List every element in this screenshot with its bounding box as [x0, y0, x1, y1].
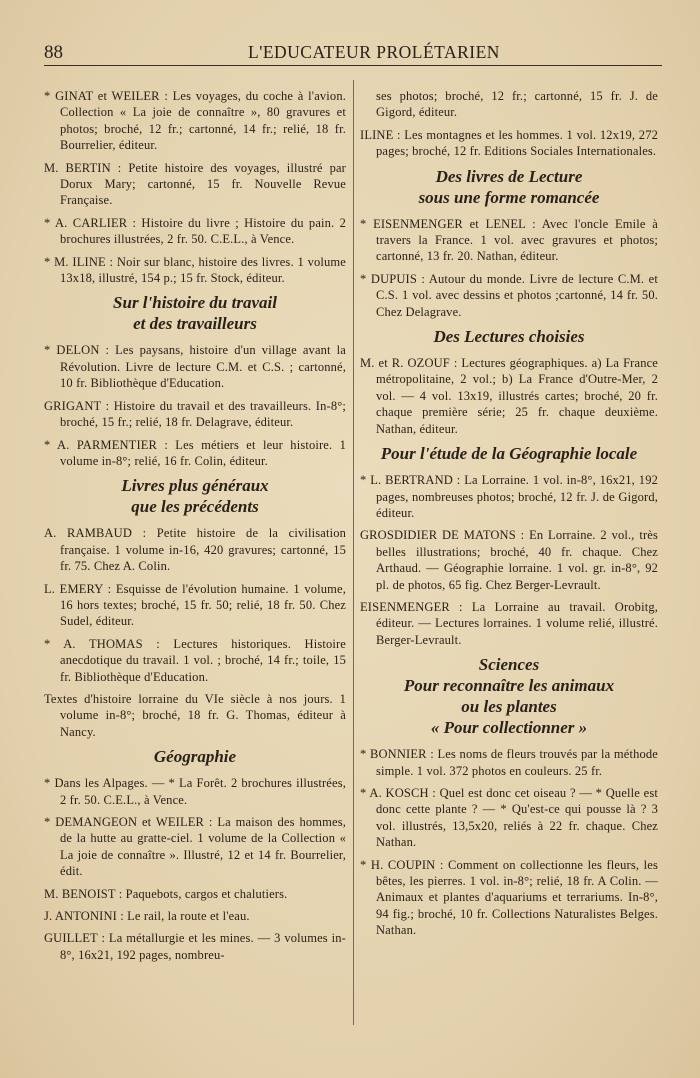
- bibliography-entry: A. RAMBAUD : Petite histoire de la civilisation française. 1 volume in-16, 420 gravures; cartonné, 15 fr. 75. Chez A. Colin.: [44, 526, 346, 574]
- bibliography-entry: * A. KOSCH : Quel est donc cet oiseau ? — * Quelle est donc cette plante ? — * Qu'est-ce qui pousse là ? 3 vol. illustrés, 13,5x20, reliés à 22 fr. chaque. Chez Nathan.: [360, 785, 658, 850]
- section-heading-line: et des travailleurs: [133, 314, 257, 334]
- section-heading: [360, 654, 658, 738]
- section-heading-line: Sciences: [478, 655, 540, 675]
- section-heading-line: Sur l'histoire du travail: [113, 293, 277, 313]
- bibliography-entry: GROSDIDIER DE MATONS : En Lorraine. 2 vol., très belles illustrations; broché, 40 fr. chaque. Chez Arthaud. — Géographie lorraine. 1 vol. gr. in-8°, 92 pl. de photos, 65 fig. Chez Berger-Levrault.: [360, 528, 658, 592]
- bibliography-entry: EISENMENGER : La Lorraine au travail. Orobitg, éditeur. — Lectures lorraines. 1 volume relié, illustré. Berger-Levrault.: [360, 599, 658, 647]
- left-column: [44, 88, 346, 969]
- bibliography-entry: * BONNIER : Les noms de fleurs trouvés par la méthode simple. 1 vol. 372 photos en couleurs. 25 fr.: [360, 747, 658, 778]
- right-column: [360, 88, 658, 945]
- bibliography-entry: M. et R. OZOUF : Lectures géographiques. a) La France métropolitaine, 2 vol.; b) La France d'Outre-Mer, 2 vol. — 4 vol. 13x19, illustrés cartes; broché, 20 fr. chaque première série; 25 fr. chaque deuxième. Nathan, éditeur.: [360, 356, 658, 436]
- bibliography-entry-continued: ses photos; broché, 12 fr.; cartonné, 15 fr. J. de Gigord, éditeur.: [376, 89, 658, 120]
- bibliography-entry: * DEMANGEON et WEILER : La maison des hommes, de la hutte au gratte-ciel. 1 volume de la Collection « La joie de connaître ». Illustré, 12 et 14 fr. Bourrelier, édit.: [44, 815, 346, 879]
- bibliography-entry: * A. PARMENTIER : Les métiers et leur histoire. 1 volume in-8°; relié, 16 fr. Colin, éditeur.: [44, 437, 346, 468]
- bibliography-entry: * DELON : Les paysans, histoire d'un village avant la Révolution. Livre de lecture C.M. et C.S. ; cartonné, 10 fr. Bibliothèque d'Education.: [44, 343, 346, 391]
- section-heading: [44, 292, 346, 334]
- section-heading-line: que les précédents: [131, 497, 259, 517]
- bibliography-entry: M. BERTIN : Petite histoire des voyages, illustré par Dorux Mary; cartonné, 15 fr. Nouvelle Revue Française.: [44, 160, 346, 208]
- bibliography-entry: Textes d'histoire lorraine du VIe siècle à nos jours. 1 volume in-8°; broché, 18 fr. G. Thomas, éditeur à Nancy.: [44, 691, 346, 739]
- section-heading-line: sous une forme romancée: [418, 187, 600, 207]
- bibliography-entry: * EISENMENGER et LENEL : Avec l'oncle Emile à travers la France. 1 vol. avec gravures et photos; cartonné, 13 fr. 20. Nathan, éditeur.: [360, 216, 658, 264]
- bibliography-entry: * GINAT et WEILER : Les voyages, du coche à l'avion. Collection « La joie de connaître », 80 gravures et photos; broché, 12 fr.; cartonné, 14 fr.; relié, 18 fr. Bourrelier, éditeur.: [44, 89, 346, 153]
- running-title: L'EDUCATEUR PROLÉTARIEN: [248, 42, 500, 62]
- bibliography-entry: * DUPUIS : Autour du monde. Livre de lecture C.M. et C.S. 1 vol. avec dessins et photos ;cartonné, 14 fr. 50. Chez Delagrave.: [360, 271, 658, 319]
- bibliography-entry: * H. COUPIN : Comment on collectionne les fleurs, les bêtes, les pierres. 1 vol. in-8°; relié, 18 fr. A Colin. — Animaux et plantes d'aquariums et terrariums. In-8°, 94 fig.; broché, 10 fr. Collections Naturalistes Belges. Nathan.: [360, 857, 658, 938]
- bibliography-entry: * A. THOMAS : Lectures historiques. Histoire anecdotique du travail. 1 vol. ; broché, 14 fr.; toile, 15 fr. Bibliothèque d'Education.: [44, 636, 346, 684]
- section-heading: [44, 746, 346, 767]
- section-heading-line: Géographie: [153, 747, 237, 767]
- bibliography-entry: J. ANTONINI : Le rail, la route et l'eau.: [44, 909, 250, 924]
- bibliography-entry: * A. CARLIER : Histoire du livre ; Histoire du pain. 2 brochures illustrées, 2 fr. 50. C.E.L., à Vence.: [44, 215, 346, 247]
- section-heading: [360, 166, 658, 208]
- bibliography-entry: GUILLET : La métallurgie et les mines. — 3 volumes in-8°, 16x21, 192 pages, nombreu-: [44, 931, 346, 962]
- page-header: [44, 40, 662, 66]
- page-number: 88: [44, 42, 63, 63]
- bibliography-entry: M. BENOIST : Paquebots, cargos et chalutiers.: [44, 886, 288, 901]
- header-rule: [44, 65, 662, 66]
- section-heading: [44, 475, 346, 517]
- bibliography-entry: L. EMERY : Esquisse de l'évolution humaine. 1 volume, 16 hors textes; broché, 15 fr. 50; relié, 18 fr. 50. Chez Sudel, éditeur.: [44, 581, 346, 629]
- section-heading: [360, 326, 658, 347]
- section-heading-line: Des Lectures choisies: [433, 327, 585, 347]
- section-heading: [360, 443, 658, 464]
- section-heading-line: « Pour collectionner »: [430, 718, 588, 738]
- bibliography-entry: * M. ILINE : Noir sur blanc, histoire des livres. 1 volume 13x18, illustré, 154 p.; 15 fr. Stock, éditeur.: [44, 254, 346, 286]
- section-heading-line: Des livres de Lecture: [435, 166, 583, 186]
- bibliography-entry: * Dans les Alpages. — * La Forêt. 2 brochures illustrées, 2 fr. 50. C.E.L., à Vence.: [44, 776, 346, 807]
- section-heading-line: Pour reconnaître les animaux: [403, 676, 615, 696]
- bibliography-entry: * L. BERTRAND : La Lorraine. 1 vol. in-8°, 16x21, 192 pages, nombreuses photos; broché, 12 fr. J. de Gigord, éditeur.: [360, 473, 658, 520]
- section-heading-line: Livres plus généraux: [121, 476, 269, 496]
- section-heading-line: Pour l'étude de la Géographie locale: [380, 444, 638, 464]
- section-heading-line: ou les plantes: [461, 697, 557, 717]
- bibliography-entry: GRIGANT : Histoire du travail et des travailleurs. In-8°; broché, 15 fr.; relié, 18 fr. Delagrave, éditeur.: [44, 398, 346, 430]
- bibliography-entry: ILINE : Les montagnes et les hommes. 1 vol. 12x19, 272 pages; broché, 12 fr. Editions Sociales Internationales.: [360, 127, 658, 159]
- column-divider: [353, 80, 354, 1025]
